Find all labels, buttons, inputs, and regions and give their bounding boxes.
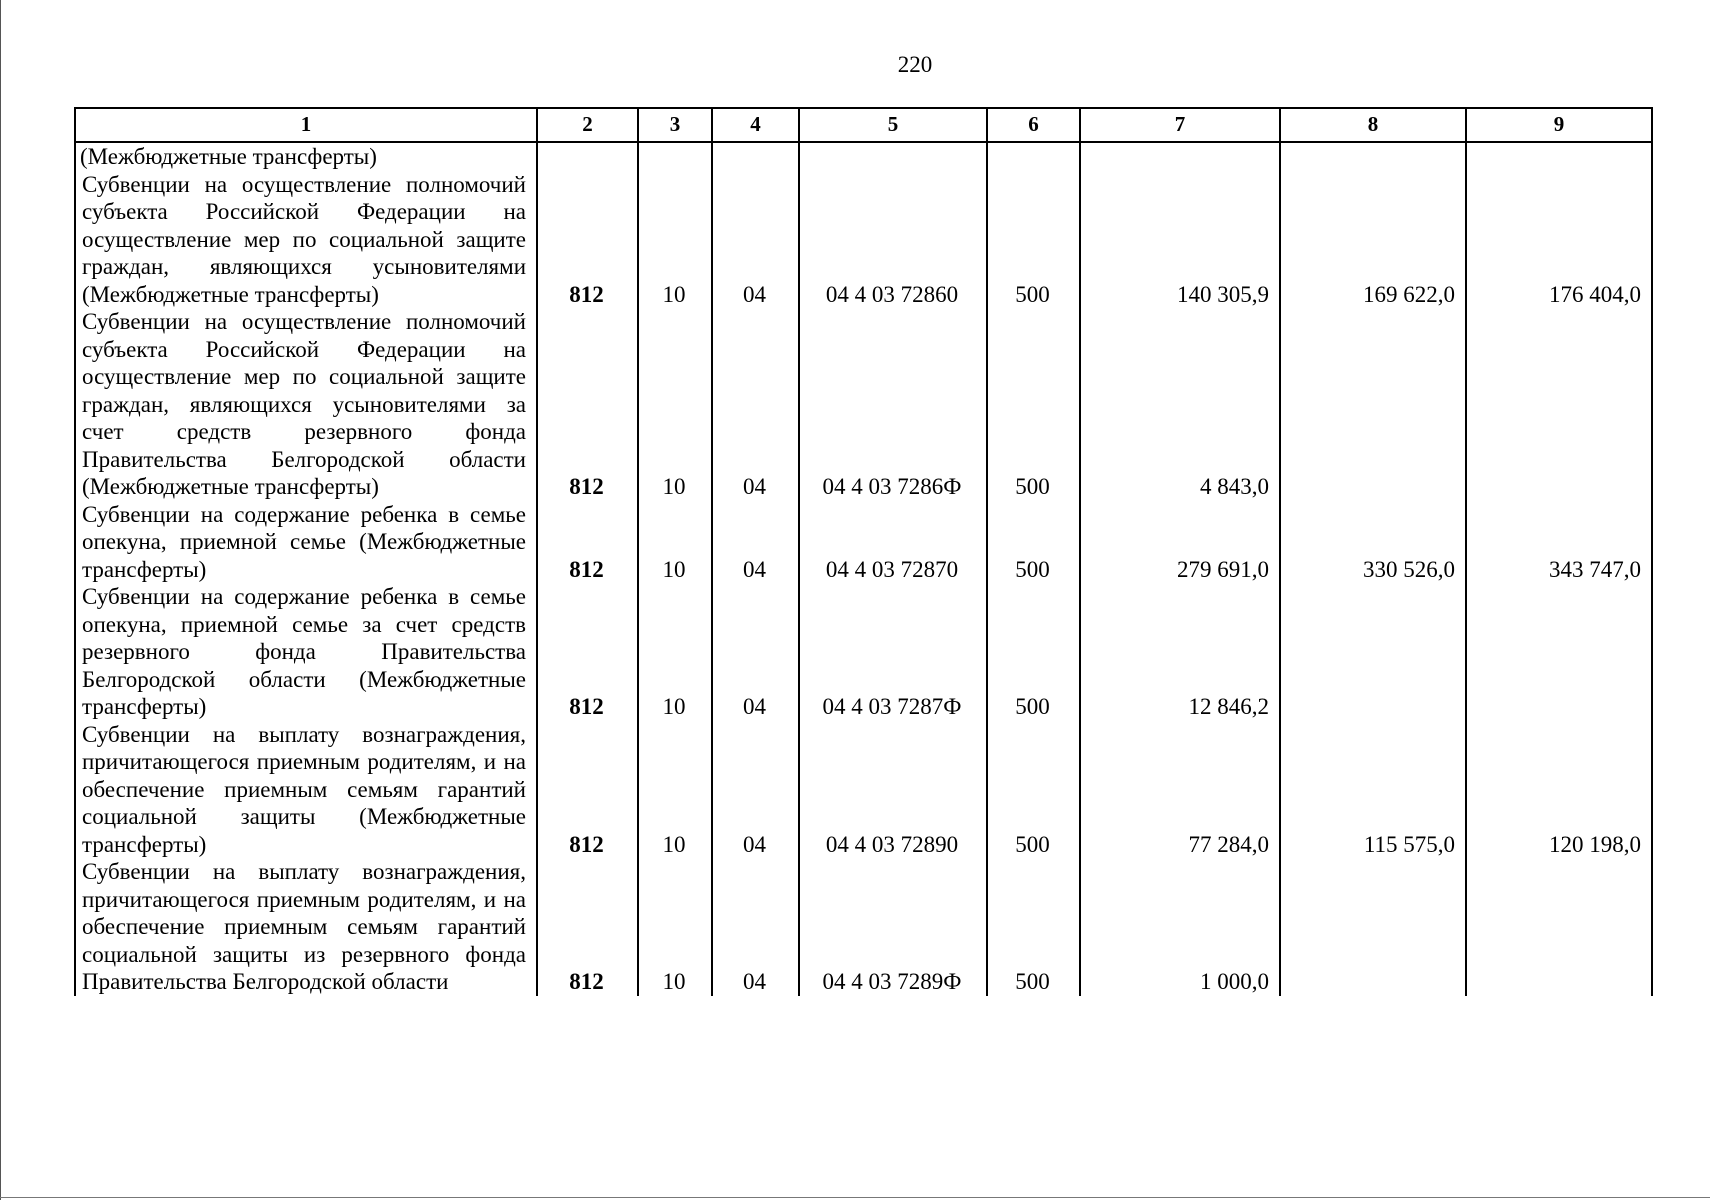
cell-expense-type: 500 (987, 583, 1080, 721)
cell-subsection: 04 (712, 858, 799, 996)
table-row (75, 308, 1652, 501)
table-row (75, 721, 1652, 859)
cell-section: 10 (638, 501, 712, 584)
row-description: Субвенции на содержание ребенка в семье опекуна, приемной семье (Межбюджетные трансферты) (75, 501, 537, 584)
cell-expense-type: 500 (987, 501, 1080, 584)
cell-target-code: 04 4 03 72860 (799, 171, 987, 309)
cell-target-code: 04 4 03 72890 (799, 721, 987, 859)
table-row (75, 501, 1652, 584)
cell-amount-9 (1466, 858, 1652, 996)
header-row (75, 108, 1652, 142)
cell-amount-9: 343 747,0 (1466, 501, 1652, 584)
cell-section: 10 (638, 171, 712, 309)
cell-section: 10 (638, 721, 712, 859)
cell-amount-8: 169 622,0 (1280, 171, 1466, 309)
col-header-9: 9 (1466, 108, 1652, 142)
cell-amount-7: 279 691,0 (1080, 501, 1280, 584)
continuation-text: (Межбюджетные трансферты) (75, 142, 537, 171)
cell-section: 10 (638, 583, 712, 721)
page-left-edge (0, 0, 1, 1200)
cell-target-code: 04 4 03 7287Ф (799, 583, 987, 721)
cell-amount-8 (1280, 308, 1466, 501)
row-description: Субвенции на осуществление полномочий субъекта Российской Федерации на осуществление мер по социальной защите граждан, являющихся усыновителями (Межбюджетные трансферты) (75, 171, 537, 309)
col-header-7: 7 (1080, 108, 1280, 142)
cell-target-code: 04 4 03 7286Ф (799, 308, 987, 501)
cell-subsection: 04 (712, 583, 799, 721)
page-bottom-line (0, 1197, 1710, 1198)
cell-gov-code: 812 (537, 501, 638, 584)
cell-amount-9 (1466, 583, 1652, 721)
cell-amount-7: 12 846,2 (1080, 583, 1280, 721)
cell-subsection: 04 (712, 721, 799, 859)
col-header-6: 6 (987, 108, 1080, 142)
cell-gov-code: 812 (537, 583, 638, 721)
table-row (75, 171, 1652, 309)
row-description: Субвенции на выплату вознаграждения, причитающегося приемным родителям, и на обеспечение приемным семьям гарантий социальной защиты из резервного фонда Правительства Белгородской области (75, 858, 537, 996)
cell-section: 10 (638, 858, 712, 996)
cell-gov-code: 812 (537, 858, 638, 996)
cell-amount-8: 115 575,0 (1280, 721, 1466, 859)
col-header-2: 2 (537, 108, 638, 142)
cell-expense-type: 500 (987, 721, 1080, 859)
row-description: Субвенции на выплату вознаграждения, причитающегося приемным родителям, и на обеспечение приемным семьям гарантий социальной защиты (Межбюджетные трансферты) (75, 721, 537, 859)
cell-gov-code: 812 (537, 171, 638, 309)
cell-expense-type: 500 (987, 858, 1080, 996)
cell-amount-8: 330 526,0 (1280, 501, 1466, 584)
cell-subsection: 04 (712, 501, 799, 584)
cell-section: 10 (638, 308, 712, 501)
cell-gov-code: 812 (537, 308, 638, 501)
cell-amount-8 (1280, 583, 1466, 721)
cell-gov-code: 812 (537, 721, 638, 859)
cell-subsection: 04 (712, 171, 799, 309)
page-number: 220 (897, 52, 933, 77)
col-header-8: 8 (1280, 108, 1466, 142)
cell-amount-9: 120 198,0 (1466, 721, 1652, 859)
col-header-4: 4 (712, 108, 799, 142)
col-header-5: 5 (799, 108, 987, 142)
cell-amount-7: 77 284,0 (1080, 721, 1280, 859)
table-row (75, 858, 1652, 996)
cell-expense-type: 500 (987, 171, 1080, 309)
col-header-3: 3 (638, 108, 712, 142)
cell-target-code: 04 4 03 72870 (799, 501, 987, 584)
cell-amount-9 (1466, 308, 1652, 501)
row-description: Субвенции на осуществление полномочий субъекта Российской Федерации на осуществление мер по социальной защите граждан, являющихся усыновителями за счет средств резервного фонда Правительства Белгородской области (Межбюджетные трансферты) (75, 308, 537, 501)
cell-amount-7: 140 305,9 (1080, 171, 1280, 309)
cell-expense-type: 500 (987, 308, 1080, 501)
budget-table (74, 107, 1653, 996)
cell-subsection: 04 (712, 308, 799, 501)
cell-amount-9: 176 404,0 (1466, 171, 1652, 309)
row-description: Субвенции на содержание ребенка в семье опекуна, приемной семье за счет средств резервного фонда Правительства Белгородской области (Межбюджетные трансферты) (75, 583, 537, 721)
cell-amount-8 (1280, 858, 1466, 996)
cell-target-code: 04 4 03 7289Ф (799, 858, 987, 996)
continuation-row (75, 142, 1652, 171)
cell-amount-7: 4 843,0 (1080, 308, 1280, 501)
col-header-1: 1 (75, 108, 537, 142)
table-row (75, 583, 1652, 721)
cell-amount-7: 1 000,0 (1080, 858, 1280, 996)
